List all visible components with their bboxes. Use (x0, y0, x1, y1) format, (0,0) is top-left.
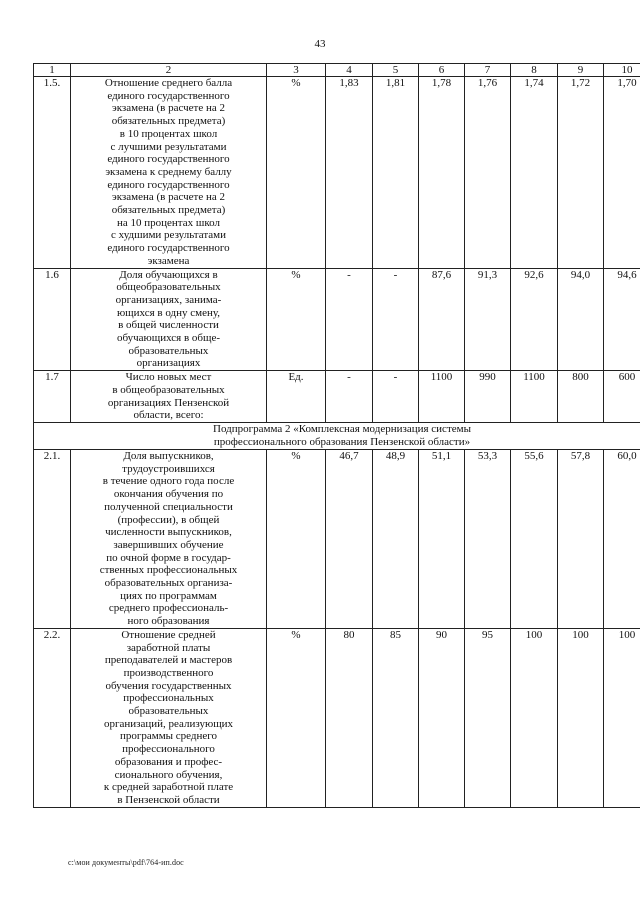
header-cell: 10 (604, 64, 640, 77)
indicator-description-cell: Отношение среднего балла единого государственного экзамена (в расчете на 2 обязательных предмета) в 10 процентах школ с лучшими результатами единого государственного экзамена к среднему баллу единого государственного экзамена (в расчете на 2 обязательных предмета) на 10 процентах школ с худшими результатами единого государственного экзамена (71, 77, 267, 269)
value-cell: 91,3 (465, 268, 511, 371)
value-cell: 57,8 (558, 449, 604, 628)
value-cell: 1100 (511, 371, 558, 423)
row-number-cell: 1.7 (34, 371, 71, 423)
value-cell: 1,70 (604, 77, 640, 269)
value-cell: - (373, 268, 419, 371)
header-cell: 1 (34, 64, 71, 77)
section-title-cell: Подпрограмма 2 «Комплексная модернизация системы профессионального образования Пензенской области» (34, 422, 640, 449)
unit-cell: % (267, 449, 326, 628)
indicator-description-cell: Число новых мест в общеобразовательных организациях Пензенской области, всего: (71, 371, 267, 423)
section-row (34, 422, 640, 449)
header-cell: 8 (511, 64, 558, 77)
value-cell: 53,3 (465, 449, 511, 628)
value-cell: 100 (604, 628, 640, 807)
header-cell: 2 (71, 64, 267, 77)
table-row (34, 77, 640, 269)
table-row (34, 449, 640, 628)
table-row (34, 628, 640, 807)
value-cell: 92,6 (511, 268, 558, 371)
unit-cell: % (267, 77, 326, 269)
value-cell: 95 (465, 628, 511, 807)
header-cell: 6 (419, 64, 465, 77)
value-cell: 55,6 (511, 449, 558, 628)
header-cell: 9 (558, 64, 604, 77)
value-cell: - (373, 371, 419, 423)
row-number-cell: 2.1. (34, 449, 71, 628)
value-cell: - (326, 268, 373, 371)
value-cell: 990 (465, 371, 511, 423)
value-cell: 46,7 (326, 449, 373, 628)
value-cell: 600 (604, 371, 640, 423)
unit-cell: Ед. (267, 371, 326, 423)
header-cell: 3 (267, 64, 326, 77)
row-number-cell: 1.6 (34, 268, 71, 371)
value-cell: 48,9 (373, 449, 419, 628)
table-row (34, 371, 640, 423)
value-cell: 94,6 (604, 268, 640, 371)
header-cell: 5 (373, 64, 419, 77)
value-cell: 87,6 (419, 268, 465, 371)
indicator-description-cell: Доля выпускников, трудоустроившихся в течение одного года после окончания обучения по полученной специальности (профессии), в общей численности выпускников, завершивших обучение по очной форме в государ- ственных профессиональных образовательных организа- циях по программам среднего профессиональ- ного образования (71, 449, 267, 628)
value-cell: 100 (558, 628, 604, 807)
value-cell: 1,76 (465, 77, 511, 269)
indicator-description-cell: Отношение средней заработной платы преподавателей и мастеров производственного обучения государственных профессиональных образовательных организаций, реализующих программы среднего профессионального образования и профес- сионального обучения, к средней заработной плате в Пензенской области (71, 628, 267, 807)
header-cell: 7 (465, 64, 511, 77)
value-cell: 1100 (419, 371, 465, 423)
value-cell: 94,0 (558, 268, 604, 371)
unit-cell: % (267, 628, 326, 807)
value-cell: 80 (326, 628, 373, 807)
value-cell: 100 (511, 628, 558, 807)
value-cell: 90 (419, 628, 465, 807)
page-number: 43 (314, 38, 326, 50)
value-cell: 60,0 (604, 449, 640, 628)
table-header-row (34, 64, 640, 77)
unit-cell: % (267, 268, 326, 371)
row-number-cell: 1.5. (34, 77, 71, 269)
value-cell: 51,1 (419, 449, 465, 628)
indicators-table (33, 63, 640, 808)
header-cell: 4 (326, 64, 373, 77)
value-cell: 1,72 (558, 77, 604, 269)
value-cell: 1,81 (373, 77, 419, 269)
value-cell: 1,78 (419, 77, 465, 269)
row-number-cell: 2.2. (34, 628, 71, 807)
value-cell: 1,74 (511, 77, 558, 269)
indicator-description-cell: Доля обучающихся в общеобразовательных организациях, занима- ющихся в одну смену, в общей численности обучающихся в обще- образовательных организациях (71, 268, 267, 371)
value-cell: 800 (558, 371, 604, 423)
value-cell: - (326, 371, 373, 423)
value-cell: 85 (373, 628, 419, 807)
table-row (34, 268, 640, 371)
value-cell: 1,83 (326, 77, 373, 269)
file-path-footer: c:\мои документы\pdf\764-ип.doc (68, 858, 184, 867)
